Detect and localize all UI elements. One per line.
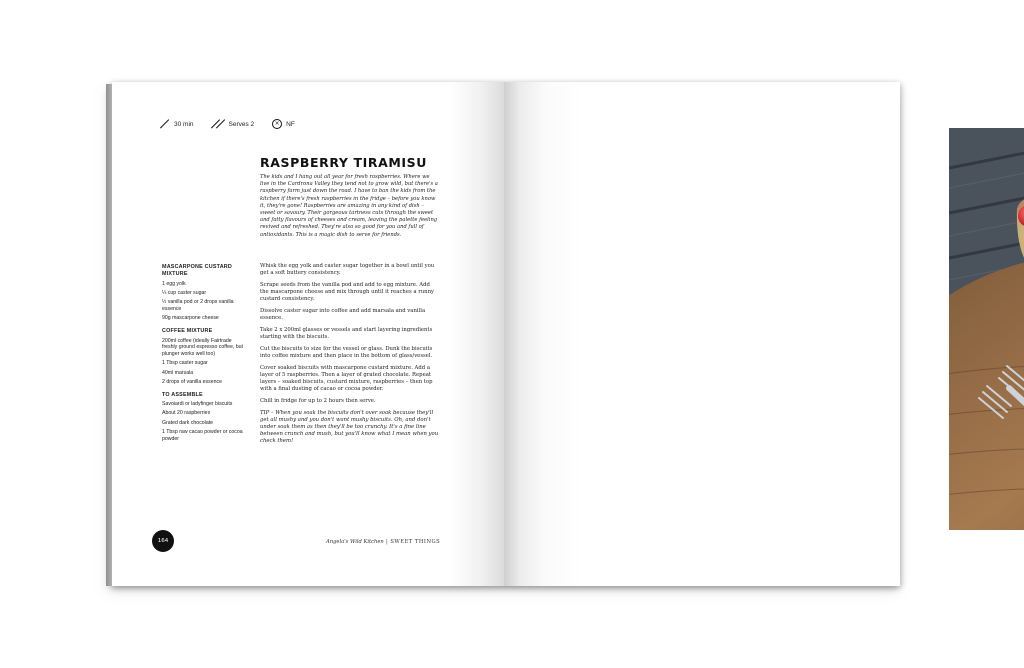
ingredient-group-heading: MASCARPONE CUSTARD MIXTURE: [162, 264, 232, 277]
tiramisu-photo: [949, 128, 1024, 530]
ingredient-item: About 20 raspberries: [162, 410, 211, 417]
ingredient-group: [162, 264, 246, 322]
footer-divider: |: [385, 539, 391, 545]
footer-section: SWEET THINGS: [390, 539, 441, 545]
ingredient-group: [162, 328, 246, 386]
diet-label: NF: [286, 120, 295, 128]
open-book: [112, 82, 900, 586]
method-step: Take 2 x 200ml glasses or vessels and start layering ingredients starting with the biscuits.: [260, 327, 433, 340]
right-page: [504, 82, 900, 586]
ingredient-group-heading: TO ASSEMBLE: [162, 391, 203, 398]
prep-time: [160, 119, 194, 129]
ingredient-item: ½ vanilla pod or 2 drops vanilla essence: [162, 298, 234, 312]
page-number: 164: [152, 530, 174, 552]
running-footer: [326, 539, 440, 545]
prep-time-label: 30 min: [174, 120, 194, 128]
method-step: Scrape seeds from the vanilla pod and add to egg mixture. Add the mascarpone cheese and mix through until it reaches a runny custard consistency.: [260, 282, 434, 302]
photo-illustration: [949, 128, 1024, 530]
ingredient-group: [162, 392, 246, 443]
ingredient-item: Grated dark chocolate: [162, 419, 214, 426]
ingredient-item: Savoiardi or ladyfinger biscuits: [162, 401, 233, 408]
method-step: Whisk the egg yolk and caster sugar together in a bowl until you get a soft buttery consistency.: [260, 263, 435, 276]
footer-book-title: Angela's Wild Kitchen: [326, 539, 384, 545]
ingredient-group-heading: COFFEE MIXTURE: [162, 327, 213, 334]
left-page: [112, 82, 504, 586]
ingredient-item: 1 Tbsp raw cacao powder or cocoa powder: [162, 428, 243, 442]
recipe-tip: TIP – When you soak the biscuits don't over soak because they'll get all mushy and you don't want mushy biscuits. Oh, and don't under soak them as then they'll be too crunchy. It's a fine line between crunch and mush, but you'll know what I mean when you check them!: [260, 410, 439, 444]
serves-label: Serves 2: [228, 120, 255, 128]
ingredient-item: 40ml marsala: [162, 369, 194, 376]
ingredient-item: 2 drops of vanilla essence: [162, 378, 222, 385]
recipe-intro: The kids and I hang out all year for fresh raspberries. Where we live in the Cardrona Valley they tend not to grow wild, but there's a raspberry farm just down the road. I have to ban the kids from the kitchen if there's fresh raspberries in the fridge – before you know it, they're gone! Raspberries are amazing in any kind of dish – sweet or savoury. Their gorgeous tartness cuts through the sweet and fatty flavours of cheeses and cream, leaving the palette feeling revived and refreshed. They're also so good for you and full of antioxidants. This is a magic dish to serve for friends.: [260, 174, 438, 238]
diet: [272, 119, 295, 129]
serves: [212, 119, 255, 129]
ingredient-item: 90g mascarpone cheese: [162, 314, 219, 321]
recipe-meta: [160, 119, 295, 129]
serves-slash-icon: [212, 119, 225, 129]
method-step: Dissolve caster sugar into coffee and add marsala and vanilla essence.: [260, 308, 426, 321]
method-step: Cover soaked biscuits with mascarpone custard mixture. Add a layer of 5 raspberries. Then a layer of grated chocolate. Repeat layers – soaked biscuits, custard mixture, raspberries – then top with a final dusting of cacao or cocoa powder.: [260, 365, 433, 392]
time-slash-icon: [160, 119, 170, 129]
method-steps: [260, 263, 440, 450]
method-step: Chill in fridge for up to 2 hours then serve.: [260, 398, 376, 404]
ingredient-item: 1 egg yolk: [162, 280, 186, 287]
ingredients-list: [162, 264, 246, 448]
method-step: Cut the biscuits to size for the vessel or glass. Dunk the biscuits into coffee mixture and then place in the bottom of glass/vessel.: [260, 346, 433, 359]
recipe-title: RASPBERRY TIRAMISU: [260, 155, 428, 170]
ingredient-item: 200ml coffee (ideally Fairtrade freshly ground espresso coffee, but plunger works well too): [162, 337, 243, 358]
ingredient-item: 1 Tbsp caster sugar: [162, 360, 208, 367]
nut-free-icon: ×: [272, 119, 282, 129]
ingredient-item: ¼ cup caster sugar: [162, 289, 207, 296]
